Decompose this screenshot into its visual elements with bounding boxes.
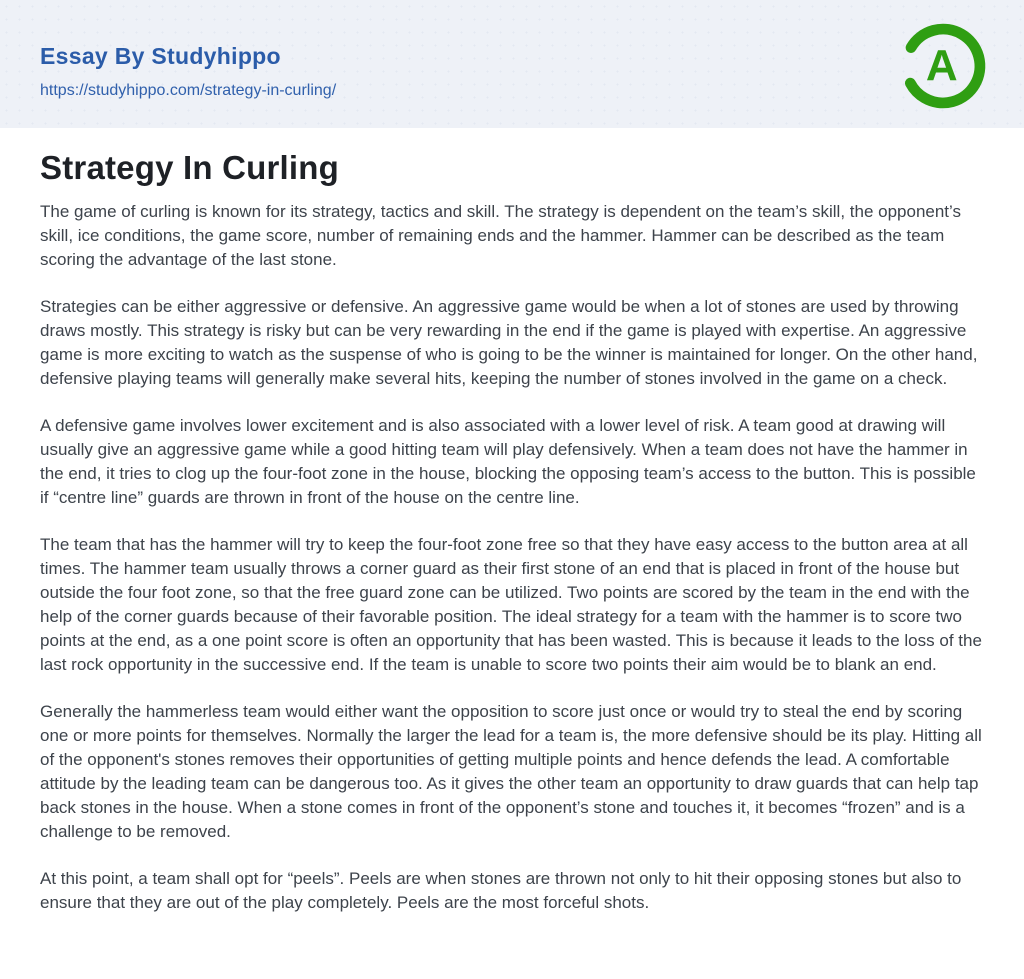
paragraph: At this point, a team shall opt for “peels”. Peels are when stones are thrown not only to hit their opposing stones but also to ensure that they are out of the play completely. Peels are the most forceful shots. bbox=[40, 868, 962, 912]
article-body bbox=[40, 200, 984, 915]
paragraph: A defensive game involves lower excitement and is also associated with a lower level of risk. A team good at drawing will usually give an aggressive game while a good hitting team will play defensively. When a team does not have the hammer in the end, it tries to clog up the four-foot zone in the house, blocking the opposing team’s access to the button. This is possible if “centre line” guards are thrown in front of the house on the centre line. bbox=[40, 415, 976, 507]
paragraph: The team that has the hammer will try to keep the four-foot zone free so that they have easy access to the button area at all times. The hammer team usually throws a corner guard as their first stone of an end that is placed in front of the house but outside the four foot zone, so that the free guard zone can be utilized. Two points are scored by the team in the end with the help of the corner guards because of their favorable position. The ideal strategy for a team with the hammer is to score two points at the end, as a one point score is often an opportunity that has been wasted. This is because it leads to the loss of the last rock opportunity in the successive end. If the team is unable to score two points their aim would be to blank an end. bbox=[40, 534, 982, 674]
logo-letter: A bbox=[925, 41, 958, 90]
page-title: Strategy In Curling bbox=[40, 149, 339, 186]
byline: Essay By Studyhippo bbox=[40, 43, 281, 69]
article bbox=[0, 128, 1024, 945]
source-url-link[interactable]: https://studyhippo.com/strategy-in-curling/ bbox=[40, 82, 337, 100]
page-header bbox=[0, 0, 1024, 128]
paragraph: Strategies can be either aggressive or defensive. An aggressive game would be when a lot of stones are used by throwing draws mostly. This strategy is risky but can be very rewarding in the end if the game is played with expertise. An aggressive game is more exciting to watch as the suspense of who is going to be the winner is maintained for longer. On the other hand, defensive playing teams will generally make several hits, keeping the number of stones involved in the game on a check. bbox=[40, 296, 978, 388]
paragraph: Generally the hammerless team would either want the opposition to score just once or would try to steal the end by scoring one or more points for themselves. Normally the larger the lead for a team is, the more defensive should be its play. Hitting all of the opponent's stones removes their opportunities of getting multiple points and hence defends the lead. A comfortable attitude by the leading team can be dangerous too. As it gives the other team an opportunity to draw guards that can help tap back stones in the house. When a stone comes in front of the opponent’s stone and touches it, it becomes “frozen” and is a challenge to be removed. bbox=[40, 701, 982, 841]
paragraph: The game of curling is known for its strategy, tactics and skill. The strategy is dependent on the team’s skill, the opponent’s skill, ice conditions, the game score, number of remaining ends and the hammer. Hammer can be described as the team scoring the advantage of the last stone. bbox=[40, 201, 962, 269]
studyhippo-logo bbox=[898, 21, 988, 111]
